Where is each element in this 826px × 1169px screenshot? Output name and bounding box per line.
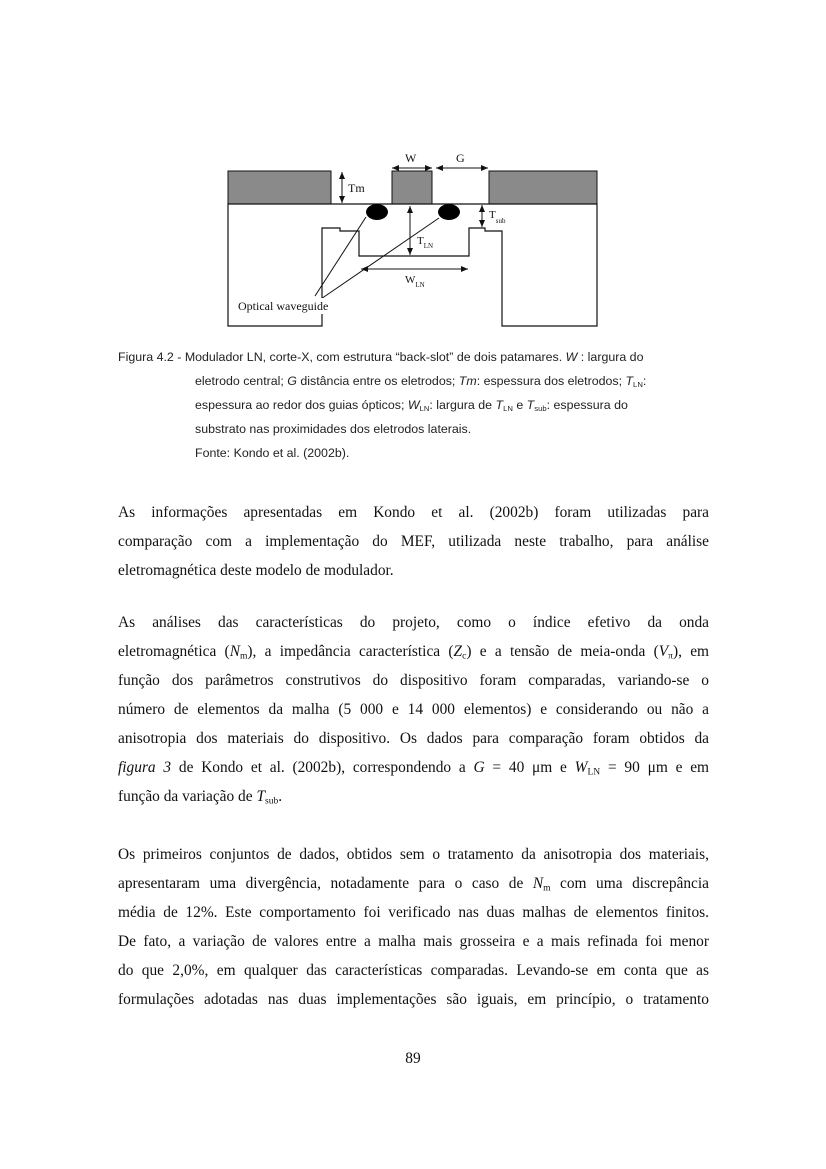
label-optical-waveguide: Optical waveguide xyxy=(238,299,329,313)
label-tsub: $T_{sub}$ xyxy=(489,209,506,225)
caption-text: : espessura dos eletrodos; xyxy=(476,374,626,388)
paragraph-line: As análises das características do projeto, como o índice efetivo da onda xyxy=(118,614,709,631)
page-number: 89 xyxy=(405,1050,421,1067)
caption-source-text: Fonte: Kondo et al. (2002b). xyxy=(195,446,350,460)
caption-subscript: sub xyxy=(534,403,547,413)
symbol: Z xyxy=(453,643,463,660)
text-run: apresentaram uma divergência, notadamente para o caso de xyxy=(118,875,533,892)
caption-text: distância entre os eletrodos; xyxy=(296,374,459,388)
paragraph-line xyxy=(118,753,709,782)
symbol: N xyxy=(229,643,240,660)
caption-symbol: W xyxy=(407,398,420,412)
label-wln: $W_{LN}$ xyxy=(405,274,425,289)
caption-label: Figura 4.2 - xyxy=(118,350,185,364)
symbol: V xyxy=(658,643,669,660)
caption-subscript: LN xyxy=(419,403,430,413)
text-run: com uma discrepância xyxy=(550,875,709,892)
paragraph-line xyxy=(118,637,709,666)
paragraph-line: Os primeiros conjuntos de dados, obtidos sem o tratamento da anisotropia dos materiais, xyxy=(118,846,709,863)
caption-source xyxy=(195,443,349,464)
paragraph-line xyxy=(118,782,709,811)
paragraph-line: do que 2,0%, em qualquer das características comparadas. Levando-se em conta que as xyxy=(118,962,709,979)
paragraph-line: eletromagnética deste modelo de modulador. xyxy=(118,562,394,579)
subscript: LN xyxy=(587,766,601,778)
caption-symbol: G xyxy=(287,374,297,388)
caption-text: espessura ao redor dos guias ópticos; xyxy=(195,398,408,412)
subscript: m xyxy=(239,650,248,662)
figure-reference: figura 3 xyxy=(118,759,172,776)
caption-symbol: T xyxy=(526,398,535,412)
caption-line-2 xyxy=(195,371,646,392)
caption-line-3 xyxy=(195,395,628,416)
symbol: W xyxy=(574,759,588,776)
caption-text: Modulador LN, corte-X, com estrutura “back-slot” de dois patamares. xyxy=(184,350,566,364)
paragraph-line: As informações apresentadas em Kondo et al. (2002b) foram utilizadas para xyxy=(118,504,709,521)
symbol: G xyxy=(473,759,485,776)
caption-text: : xyxy=(642,374,647,388)
paragraph-line: função dos parâmetros construtivos do dispositivo foram comparadas, variando-se o xyxy=(118,672,709,689)
subscript: π xyxy=(668,650,673,662)
label-w: W xyxy=(405,151,417,165)
caption-symbol: T xyxy=(625,374,634,388)
text-run: de Kondo et al. (2002b), correspondendo a xyxy=(171,759,474,776)
symbol: T xyxy=(256,788,265,805)
caption-line-4 xyxy=(195,419,471,440)
paragraph-line: comparação com a implementação do MEF, utilizada neste trabalho, para análise xyxy=(118,533,709,550)
text-run: ), em xyxy=(672,643,710,660)
caption-symbol: Tm xyxy=(458,374,477,388)
caption-line-1 xyxy=(118,347,643,368)
subscript: c xyxy=(462,650,467,662)
text-run: = 40 μm e xyxy=(484,759,575,776)
paragraph-line: média de 12%. Este comportamento foi verificado nas duas malhas de elementos finitos. xyxy=(118,904,709,921)
caption-text: e xyxy=(512,398,527,412)
label-g: G xyxy=(456,151,465,165)
optical-waveguide-left xyxy=(366,204,388,220)
paragraph-2 xyxy=(118,608,709,811)
optical-waveguide-right xyxy=(438,204,460,220)
paragraph-line: anisotropia dos materiais do dispositivo. Os dados para comparação foram obtidos da xyxy=(118,730,709,747)
caption-text: : largura do xyxy=(577,350,644,364)
caption-text: substrato nas proximidades dos eletrodos laterais. xyxy=(195,422,472,436)
text-run: = 90 μm e em xyxy=(600,759,710,776)
caption-subscript: LN xyxy=(503,403,513,413)
text-run: . xyxy=(278,788,283,805)
caption-symbol: W xyxy=(565,350,578,364)
subscript: sub xyxy=(265,795,279,807)
label-tm: Tm xyxy=(348,181,365,195)
right-electrode xyxy=(489,171,597,204)
paragraph-1 xyxy=(118,498,709,585)
left-electrode xyxy=(228,171,331,204)
caption-text: : espessura do xyxy=(546,398,628,412)
paragraph-line: número de elementos da malha (5 000 e 14 000 elementos) e considerando ou não a xyxy=(118,701,709,718)
paragraph-line: formulações adotadas nas duas implementações são iguais, em princípio, o tratamento xyxy=(118,991,709,1008)
subscript: m xyxy=(543,882,551,894)
paragraph-line: De fato, a variação de valores entre a malha mais grosseira e a mais refinada foi menor xyxy=(118,933,709,950)
caption-text: : largura de xyxy=(429,398,496,412)
text-run: ) e a tensão de meia-onda ( xyxy=(466,643,659,660)
caption-text: eletrodo central; xyxy=(195,374,288,388)
paragraph-3 xyxy=(118,840,709,1014)
caption-symbol: T xyxy=(495,398,504,412)
symbol: N xyxy=(532,875,544,892)
text-run: função da variação de xyxy=(118,788,257,805)
text-run: ), a impedância característica ( xyxy=(247,643,454,660)
text-run: eletromagnética ( xyxy=(118,643,230,660)
caption-subscript: LN xyxy=(633,379,643,389)
modulator-cross-section-figure xyxy=(225,148,605,333)
label-tln: $T_{LN}$ xyxy=(417,235,434,250)
figure-drawing xyxy=(225,148,605,333)
center-electrode xyxy=(392,171,432,204)
paragraph-line xyxy=(118,869,709,898)
